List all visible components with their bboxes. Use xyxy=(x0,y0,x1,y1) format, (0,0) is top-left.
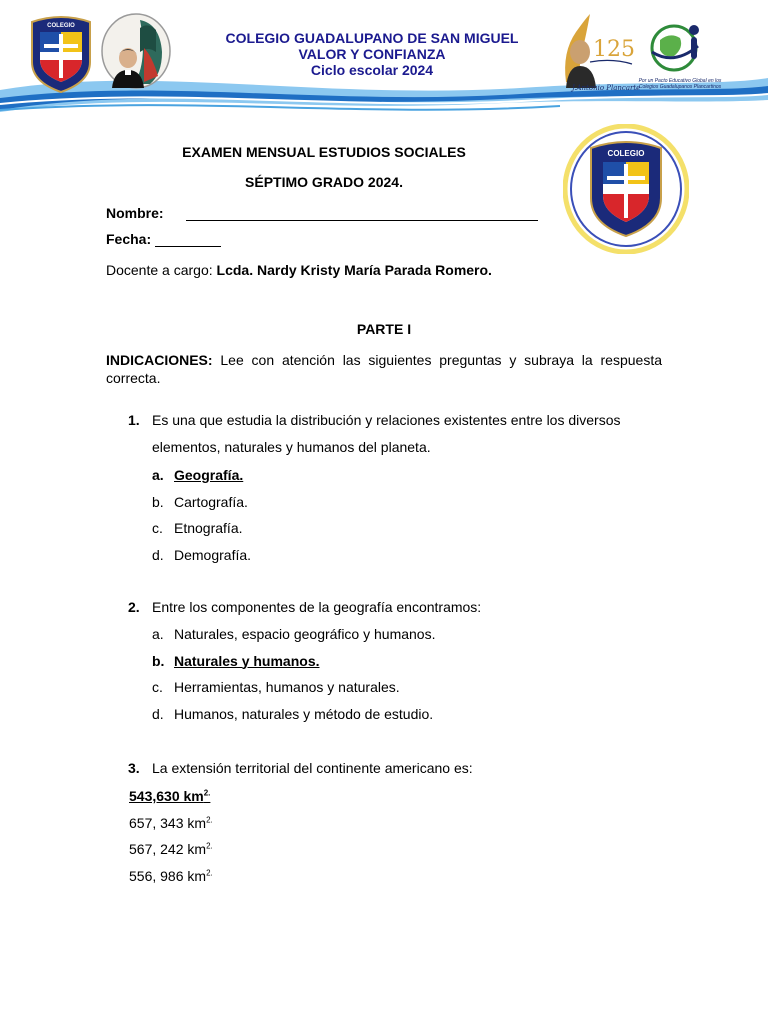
name-blank-line[interactable] xyxy=(186,206,538,221)
globe-logo xyxy=(646,22,708,74)
date-blank-line[interactable] xyxy=(155,232,221,247)
teacher-label: Docente a cargo: xyxy=(106,262,213,278)
option-4[interactable]: 556, 986 $km^{2.}$ xyxy=(129,867,213,884)
option-a[interactable]: a. Geografía. xyxy=(152,467,244,483)
question-text: La extensión territorial del continente americano es: xyxy=(152,760,473,776)
question-number: 2. xyxy=(128,599,140,615)
anniversary-number: 125 xyxy=(593,37,635,62)
part-title: PARTE I xyxy=(356,321,412,337)
option-2[interactable]: 657, 343 $km^{2.}$ xyxy=(129,814,213,831)
name-label: Nombre: xyxy=(106,205,164,221)
option-c[interactable]: c. Herramientas, humanos y naturales. xyxy=(152,679,400,695)
exam-grade: SÉPTIMO GRADO 2024. xyxy=(245,174,403,190)
option-d[interactable]: d. Humanos, naturales y método de estudio. xyxy=(152,705,434,722)
date-field-row xyxy=(106,231,221,247)
school-seal xyxy=(563,124,689,254)
option-3[interactable]: 567, 242 $km^{2.}$ xyxy=(129,841,213,857)
option-d[interactable]: d. Demografía. xyxy=(152,546,252,563)
date-label: Fecha: xyxy=(106,231,152,247)
question-2 xyxy=(128,594,662,621)
question-number: 1. xyxy=(128,412,140,428)
name-field-row xyxy=(106,205,538,221)
question-3-options xyxy=(129,783,213,889)
question-1-options xyxy=(152,462,251,568)
indications-text: Lee con atención las siguientes preguntas y subraya la respuesta correcta. xyxy=(106,352,662,386)
option-c[interactable]: c. Etnografía. xyxy=(152,520,243,536)
school-header-title xyxy=(190,30,554,78)
school-name: COLEGIO GUADALUPANO DE SAN MIGUEL xyxy=(225,30,519,46)
teacher-line xyxy=(106,262,492,278)
exam-title: EXAMEN MENSUAL ESTUDIOS SOCIALES xyxy=(182,144,466,160)
letterhead xyxy=(0,0,768,120)
saint-portrait-logo xyxy=(100,12,172,90)
school-shield-logo xyxy=(26,14,96,94)
question-1 xyxy=(128,407,662,461)
option-1[interactable]: 543,630 $km^{2.}$ xyxy=(129,788,211,804)
anniversary-signature: J.Antonio Plancarte xyxy=(572,84,641,92)
school-motto: VALOR Y CONFIANZA xyxy=(298,46,446,62)
question-2-options xyxy=(152,621,435,727)
option-b[interactable]: b. Cartografía. xyxy=(152,493,248,510)
question-number: 3. xyxy=(128,760,140,776)
school-cycle: Ciclo escolar 2024 xyxy=(310,62,434,78)
indications-label: INDICACIONES: xyxy=(106,352,213,368)
option-b[interactable]: b. Naturales y humanos. xyxy=(152,652,320,669)
question-text: Es una que estudia la distribución y relaciones existentes entre los diversos elementos, naturales y humanos del planeta. xyxy=(152,412,621,455)
teacher-name: Lcda. Nardy Kristy María Parada Romero. xyxy=(216,262,492,278)
seal-word: COLEGIO xyxy=(607,149,645,158)
question-3 xyxy=(128,755,662,782)
option-a[interactable]: a. Naturales, espacio geográfico y humanos. xyxy=(152,626,436,642)
shield-word: COLEGIO xyxy=(47,23,75,29)
globe-caption: Por un Pacto Educativo Global en los Colegios Guadalupanos Plancartinos xyxy=(638,78,722,90)
question-text: Entre los componentes de la geografía encontramos: xyxy=(152,599,482,615)
indications xyxy=(106,351,662,387)
